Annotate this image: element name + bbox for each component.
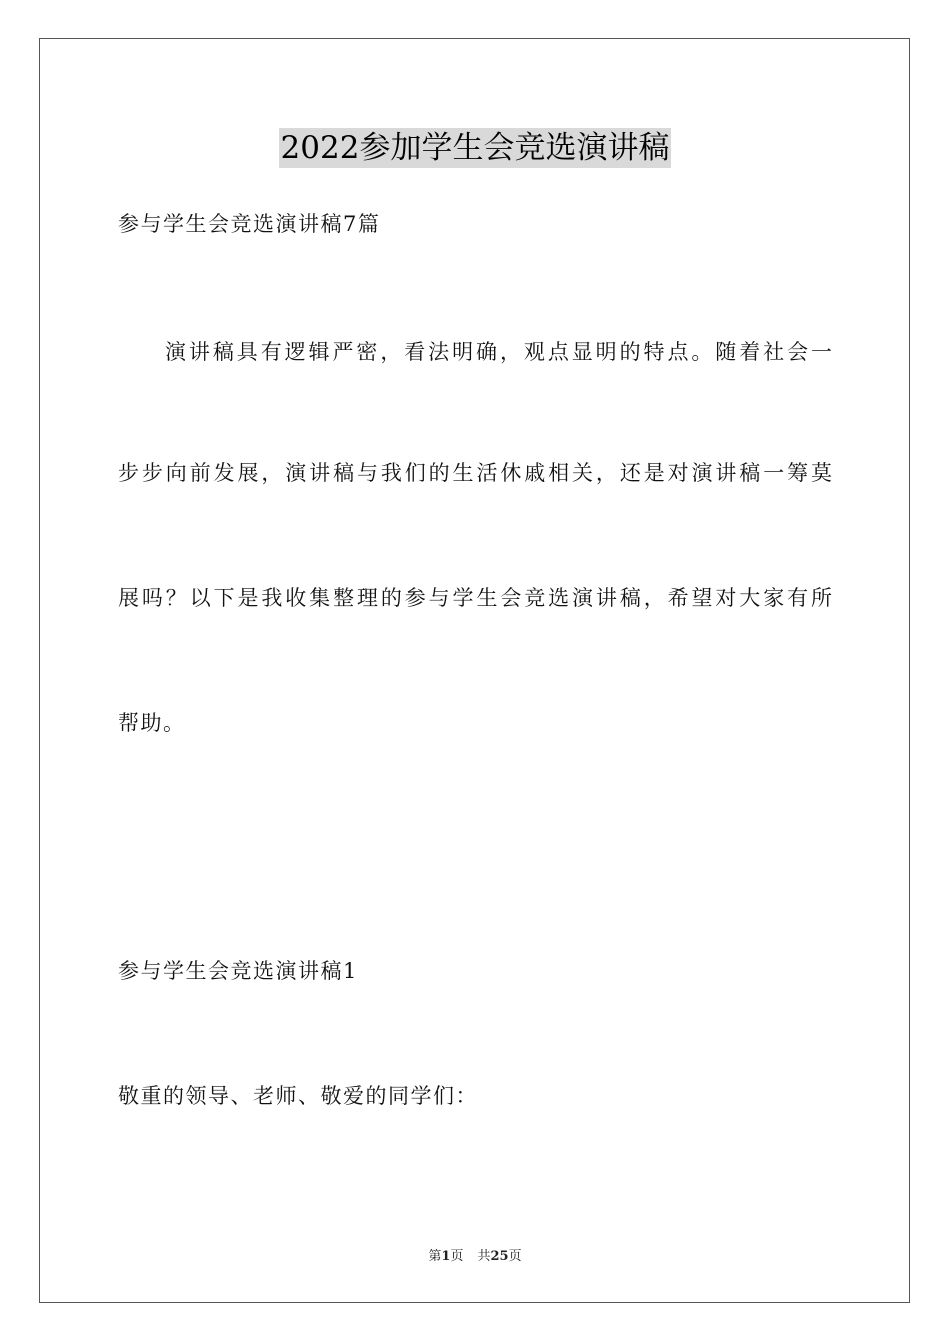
total-pages: 25 <box>490 1249 509 1264</box>
salutation: 敬重的领导、老师、敬爱的同学们： <box>118 1084 478 1108</box>
intro-line-1: 演讲稿具有逻辑严密，看法明确，观点显明的特点。随着社会一 <box>165 340 832 364</box>
intro-line-4: 帮助。 <box>118 711 186 735</box>
total-suffix: 页 <box>508 1249 522 1264</box>
total-prefix: 共 <box>477 1249 491 1264</box>
page-prefix: 第 <box>428 1249 442 1264</box>
intro-line-2: 步步向前发展，演讲稿与我们的生活休戚相关，还是对演讲稿一筹莫 <box>118 461 832 485</box>
page-suffix: 页 <box>450 1249 464 1264</box>
section-heading: 参与学生会竞选演讲稿1 <box>118 959 358 983</box>
title-container <box>0 128 950 168</box>
page-footer <box>0 1248 950 1266</box>
document-subtitle: 参与学生会竞选演讲稿7篇 <box>118 212 381 236</box>
page-number: 1 <box>441 1249 451 1264</box>
document-title: 2022参加学生会竞选演讲稿 <box>280 130 670 166</box>
intro-line-3: 展吗？以下是我收集整理的参与学生会竞选演讲稿，希望对大家有所 <box>118 586 832 610</box>
